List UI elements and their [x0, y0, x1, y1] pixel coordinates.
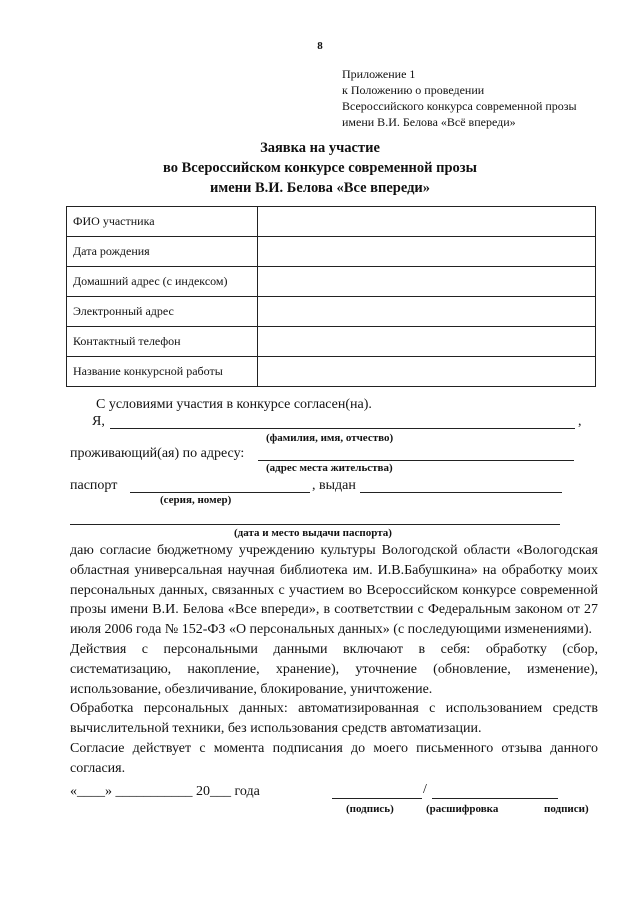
appendix-header — [342, 66, 577, 130]
field-value-birthdate[interactable] — [258, 237, 596, 267]
title-line: Заявка на участие — [260, 140, 380, 156]
field-label-birthdate: Дата рождения — [67, 237, 258, 267]
passport-number-fill-line[interactable] — [130, 492, 310, 493]
residing-label: проживающий(ая) по адресу: — [70, 446, 245, 461]
consent-paragraph: даю согласие бюджетному учреждению культуры Вологодской области «Вологодская областная универсальная научная библиотека им. И.В.Бабушкина» на обработку моих персональных данных, связанных с участием во Всероссийском конкурсе современной прозы имени В.И. Белова «Все впереди», в соответствии с Федеральным законом от 27 июля 2006 года № 152-ФЗ «О персональных данных» (с последующими изменениями). — [70, 543, 598, 638]
sign-caption: (подпись) — [346, 803, 394, 815]
field-value-phone[interactable] — [258, 327, 596, 357]
decode-fill-line[interactable] — [432, 798, 558, 799]
field-value-home-address[interactable] — [258, 267, 596, 297]
field-label-home-address: Домашний адрес (с индексом) — [67, 267, 258, 297]
table-row — [67, 267, 596, 297]
application-form-table — [66, 206, 596, 387]
consent-paragraph: Действия с персональными данными включают в себя: обработку (сбор, систематизацию, накопление, хранение), уточнение (обновление, изменение), использование, обезличивание, блокирование, уничтожение. — [70, 641, 598, 697]
agree-statement: С условиями участия в конкурсе согласен(на). — [96, 397, 372, 412]
issue-details-fill-line[interactable] — [70, 524, 560, 525]
field-label-email: Электронный адрес — [67, 297, 258, 327]
table-row — [67, 207, 596, 237]
consent-paragraph: Обработка персональных данных: автоматизированная с использованием средств вычислительной техники, без использования средств автоматизации. — [70, 701, 598, 737]
i-label: Я, — [92, 414, 105, 429]
address-fill-line[interactable] — [258, 460, 574, 461]
appendix-line: Всероссийского конкурса современной прозы — [342, 99, 577, 113]
appendix-line: имени В.И. Белова «Всё впереди» — [342, 115, 516, 129]
table-row — [67, 297, 596, 327]
appendix-line: Приложение 1 — [342, 67, 416, 81]
field-label-fio: ФИО участника — [67, 207, 258, 237]
address-caption: (адрес места жительства) — [266, 462, 393, 474]
date-line[interactable]: «____» ___________ 20___ года — [70, 784, 260, 799]
title-line: имени В.И. Белова «Все впереди» — [209, 180, 431, 196]
page-number: 8 — [317, 40, 323, 52]
field-value-work-title[interactable] — [258, 357, 596, 387]
signature-fill-line[interactable] — [332, 798, 422, 799]
table-row — [67, 357, 596, 387]
issue-caption: (дата и место выдачи паспорта) — [234, 527, 392, 539]
consent-paragraph: Согласие действует с момента подписания до моего письменного отзыва данного согласия. — [70, 740, 598, 776]
consent-text — [70, 541, 598, 779]
comma: , — [578, 414, 582, 429]
series-caption: (серия, номер) — [160, 494, 232, 506]
issued-label: , выдан — [312, 478, 356, 493]
fio-fill-line[interactable] — [110, 428, 575, 429]
decode-caption: (расшифровка — [426, 803, 499, 815]
passport-label: паспорт — [70, 478, 118, 493]
issued-by-fill-line[interactable] — [360, 492, 562, 493]
title-line: во Всероссийском конкурсе современной прозы — [163, 160, 477, 176]
field-value-fio[interactable] — [258, 207, 596, 237]
fio-caption: (фамилия, имя, отчество) — [266, 432, 394, 444]
field-label-phone: Контактный телефон — [67, 327, 258, 357]
document-title — [0, 138, 640, 198]
field-label-work-title: Название конкурсной работы — [67, 357, 258, 387]
table-row — [67, 237, 596, 267]
table-row — [67, 327, 596, 357]
field-value-email[interactable] — [258, 297, 596, 327]
decode-caption-end: подписи) — [544, 803, 589, 815]
appendix-line: к Положению о проведении — [342, 83, 485, 97]
slash: / — [423, 782, 427, 797]
